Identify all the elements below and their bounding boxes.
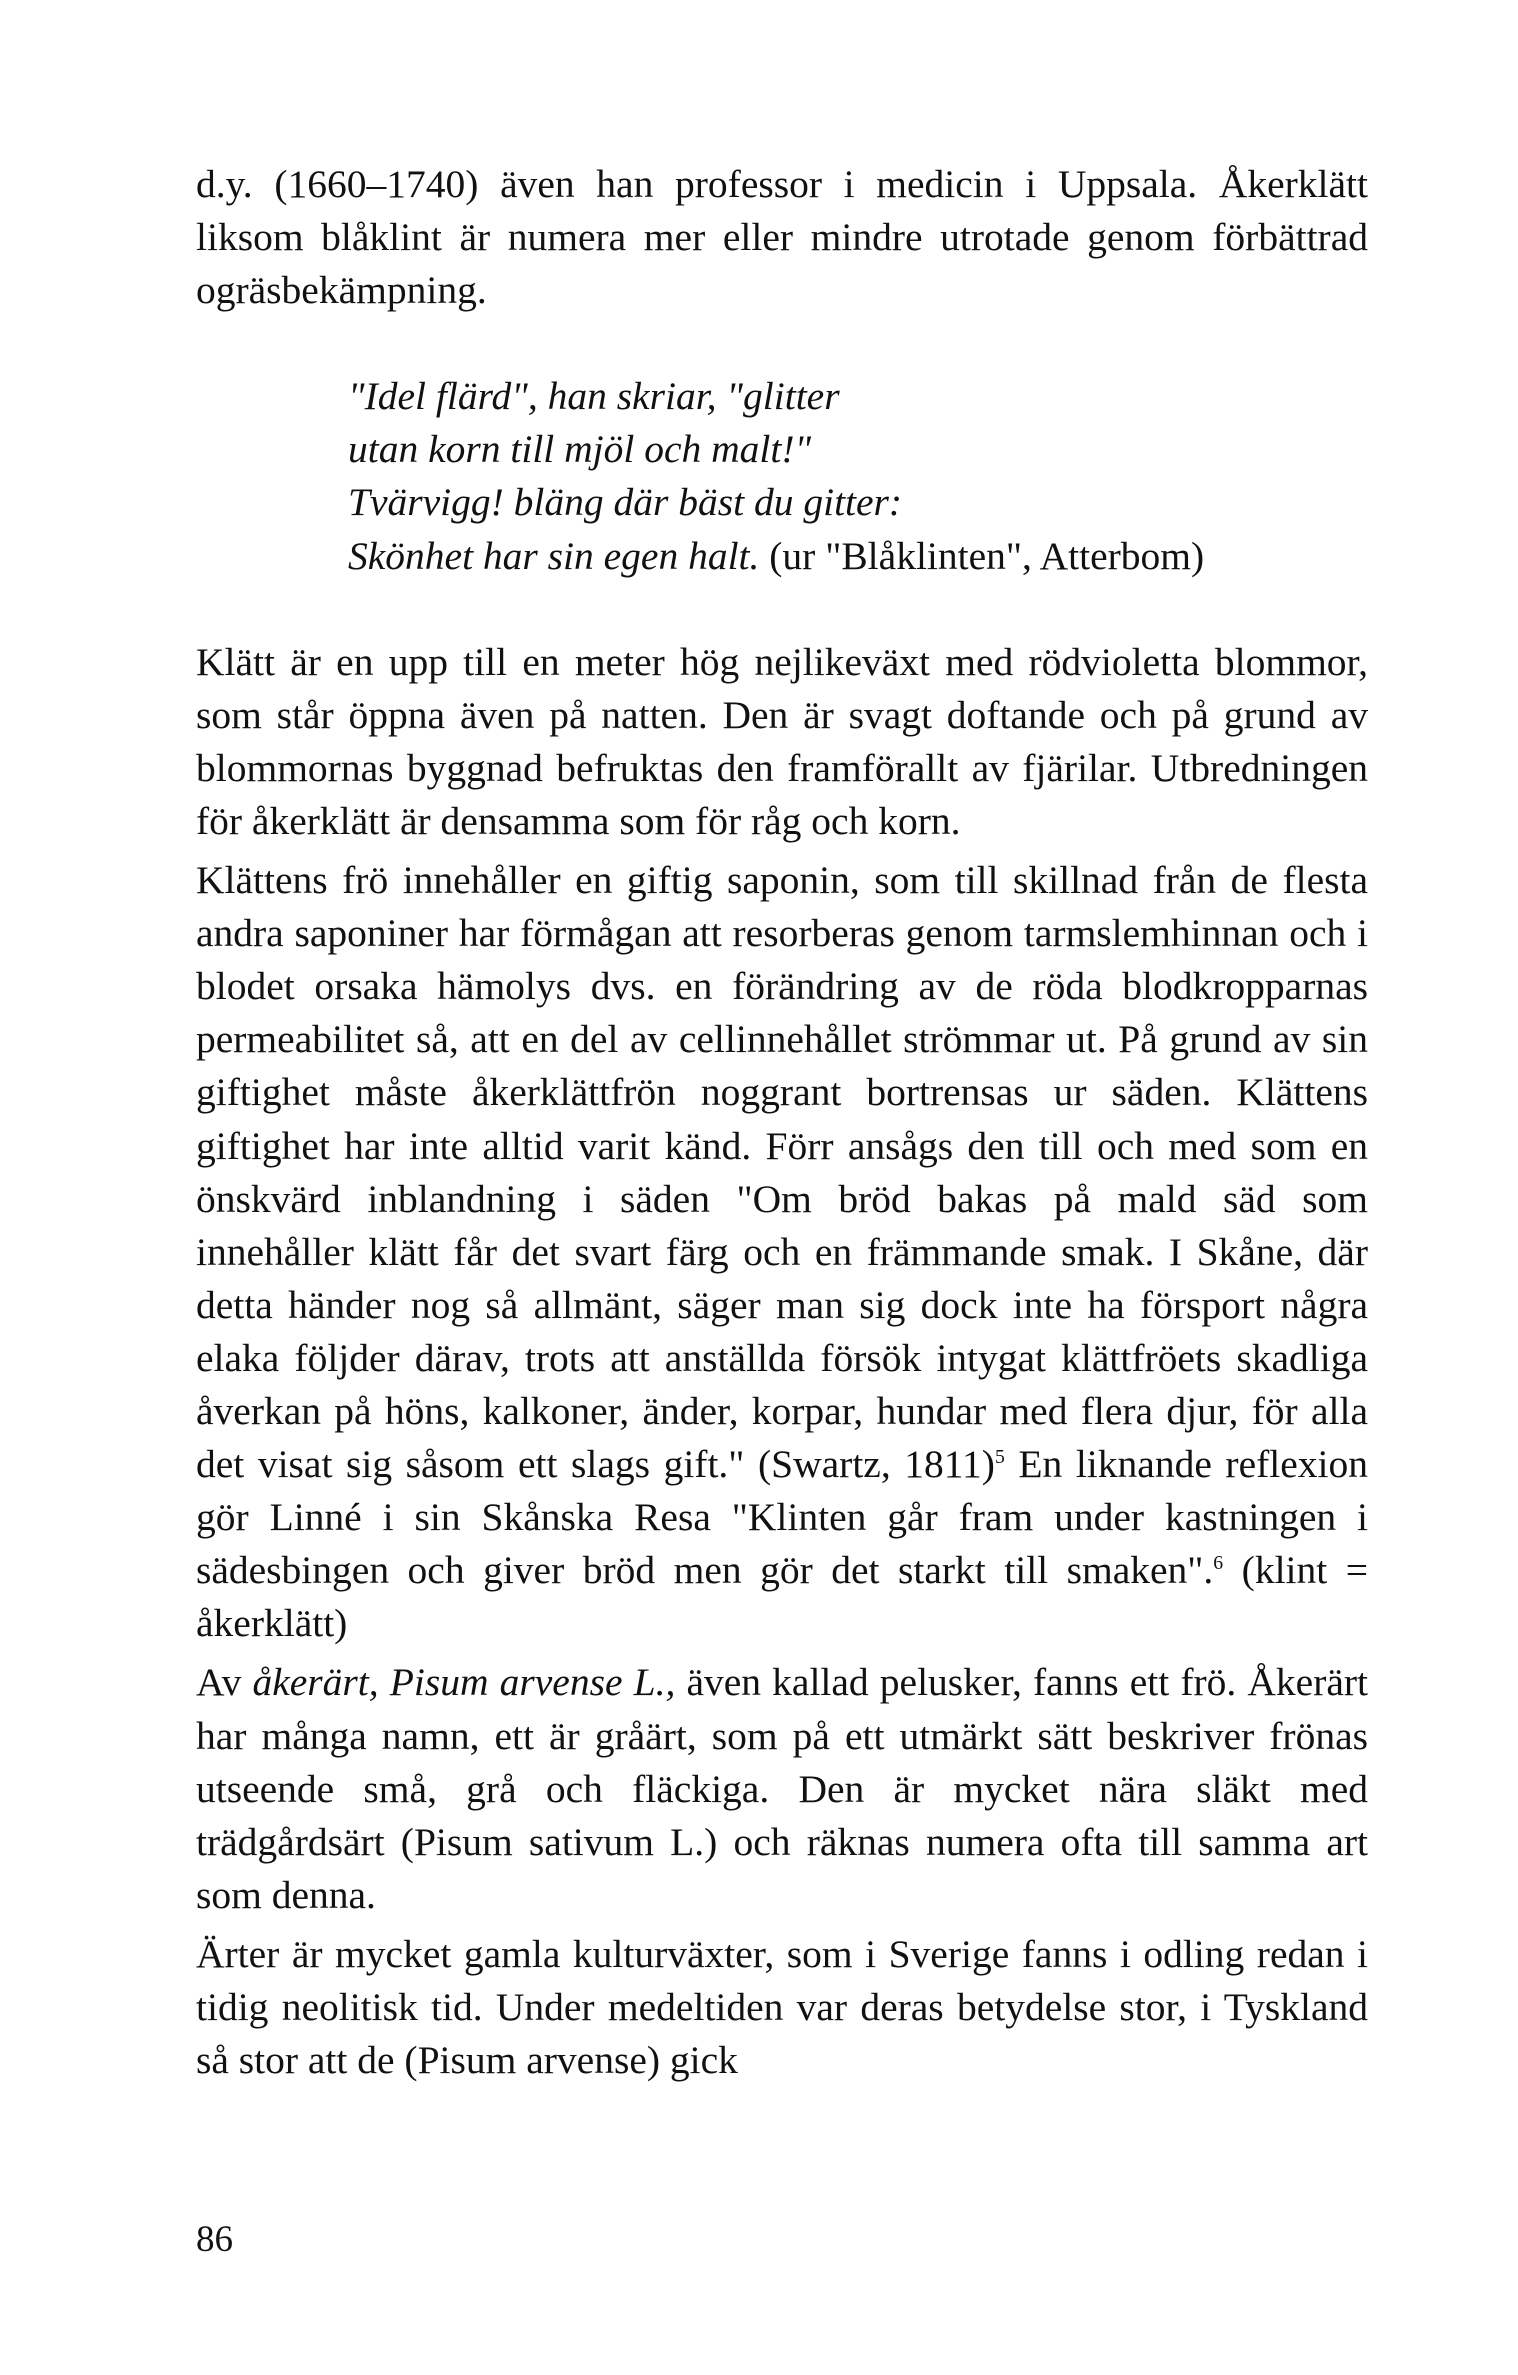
page-number: 86: [196, 2219, 233, 2260]
page-body: [196, 158, 1368, 2087]
poem-line-2: utan korn till mjöl och malt!": [348, 427, 812, 472]
paragraph-intro: d.y. (1660–1740) även han professor i medicin i Uppsala. Åkerklätt liksom blåklint är numera mer eller mindre utrotade genom förbättrad ogräsbekämpning.: [196, 162, 1368, 313]
footnote-ref-5: 5: [994, 1445, 1005, 1468]
poem-quote: [348, 370, 1368, 582]
footnote-ref-6: 6: [1213, 1552, 1224, 1575]
paragraph-klatt-description: Klätt är en upp till en meter hög nejlikeväxt med rödvioletta blommor, som står öppna även på natten. Den är svagt doftande och på grund av blommornas byggnad befruktas den framförallt av fjärilar. Utbredningen för åkerklätt är densamma som för råg och korn.: [196, 639, 1368, 843]
poem-line-1: "Idel flärd", han skriar, "glitter: [348, 374, 840, 419]
poem-source: (ur "Blåklinten", Atterbom): [769, 533, 1205, 578]
poem-line-4-text: Skönhet har sin egen halt.: [348, 533, 760, 578]
poem-line-4: [348, 530, 1368, 583]
species-name: åkerärt, Pisum arvense L.,: [252, 1660, 676, 1705]
poem-line-3: Tvärvigg! bläng där bäst du gitter:: [348, 480, 903, 525]
paragraph-klatt-poison: Klättens frö innehåller en giftig saponin, som till skillnad från de flesta andra saponiner har förmågan att resorberas genom tarmslemhinnan och i blodet orsaka hämolys dvs. en förändring av de röda blodkropparnas permeabilitet så, att en del av cellinnehållet strömmar ut. På grund av sin giftighet måste åkerklättfrön noggrant bortrensas ur säden. Klättens giftighet har inte alltid varit känd. Förr ansågs den till och med som en önskvärd inblandning i säden "Om bröd bakas på mald säd som innehåller klätt får det svart färg och en främmande smak. I Skåne, där detta händer nog så allmänt, säger man sig dock inte ha försport några elaka följder därav, trots att anställda försök intygat klättfröets skadliga åverkan på höns, kalkoner, änder, korpar, hundar med flera djur, för alla det visat sig såsom ett slags gift." (Swartz, 1811)$^5$ En liknande reflexion gör Linné i sin Skånska Resa "Klinten går fram under kastningen i sädesbingen och giver bröd men gör det starkt till smaken".$^6$ (klint = åkerklätt): [196, 858, 1369, 1646]
paragraph-arter: Ärter är mycket gamla kulturväxter, som i Sverige fanns i odling redan i tidig neolitisk tid. Under medeltiden var deras betydelse stor, i Tyskland så stor att de (Pisum arvense) gick: [196, 1931, 1368, 2083]
paragraph-akerart: Av åkerärt, Pisum arvense L., även kallad pelusker, fanns ett frö. Åkerärt har många namn, ett är gråärt, som på ett utmärkt sätt beskriver frönas utseende små, grå och fläckiga. Den är mycket nära släkt med trädgårdsärt (Pisum sativum L.) och räknas numera ofta till samma art som denna.: [196, 1660, 1369, 1917]
